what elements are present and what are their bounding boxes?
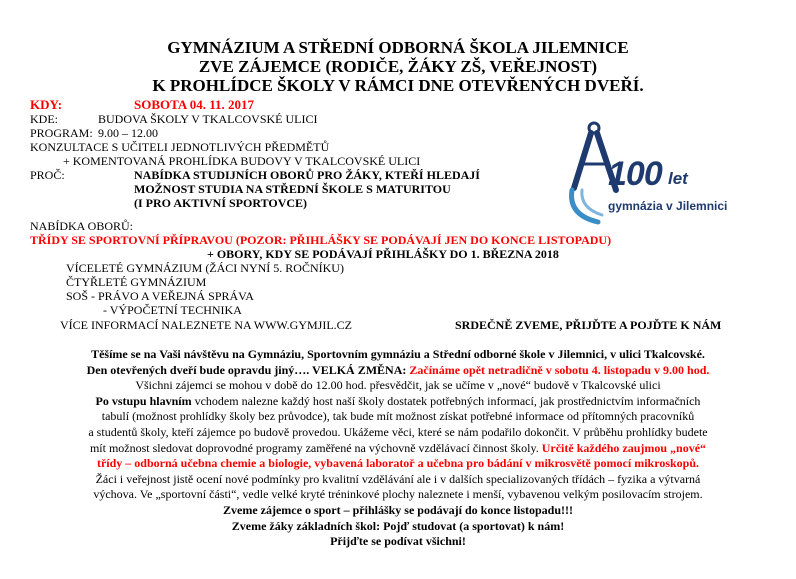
body-line-2 (20, 363, 776, 379)
body-line-4b: vchodem nalezne každý host naší školy dostatek potřebných informací, jak prostřednictvím informačních (191, 393, 701, 408)
logo-number: 100 (608, 155, 662, 193)
body-line-13: Přijďte se podívat všichni! (330, 534, 466, 549)
body-line-1: Těšíme se na Vaši návštěvu na Gymnáziu, Sportovním gymnáziu a Střední odborné škole v Jilemnici, v ulici Tkalcovské. (91, 347, 705, 361)
proc-line3: (I PRO AKTIVNÍ SPORTOVCE) (134, 196, 308, 210)
obory-line: + OBORY, KDY SE PODÁVAJÍ PŘIHLÁŠKY DO 1. BŘEZNA 2018 (207, 247, 559, 261)
program-label: PROGRAM: (30, 126, 93, 140)
body-line-8: třídy – odborná učebna chemie a biologie, vybavená laboratoř a učebna pro bádání v mikrosvětě pomocí mikroskopů. (96, 456, 700, 471)
body-line-4 (20, 394, 776, 410)
body-line-7b: Určitě každého zaujmou „nové“ (541, 440, 707, 455)
sos-vypocetni: - VÝPOČETNÍ TECHNIKA (103, 303, 242, 317)
konzultace-text: KONZULTACE S UČITELI JEDNOTLIVÝCH PŘEDMĚTŮ (30, 140, 330, 154)
ctyrlete-gymnazium: ČTYŘLETÉ GYMNÁZIUM (66, 275, 207, 289)
logo-suffix: let (668, 169, 688, 188)
program-value: 9.00 – 12.00 (98, 126, 158, 140)
header-title-line1: GYMNÁZIUM A STŘEDNÍ ODBORNÁ ŠKOLA JILEMNICE (167, 38, 629, 57)
school-100-years-logo (558, 120, 728, 230)
body-line-3: Všichni zájemci se mohou v době do 12.00 hod. přesvědčit, jak se učíme v „nové“ budově v Tkalcovské ulici (135, 378, 661, 393)
kdy-value: SOBOTA 04. 11. 2017 (134, 97, 255, 112)
sos-pravo: SOŠ - PRÁVO A VEŘEJNÁ SPRÁVA (66, 289, 254, 303)
body-line-11: Zveme zájemce o sport – přihlášky se podávají do konce listopadu!!! (223, 502, 573, 517)
body-text (20, 347, 776, 550)
body-line-2a: Den otevřených dveří bude opravdu jiný…. VELKÁ ZMĚNA: (86, 362, 410, 377)
logo-caption: gymnázia v Jilemnici (608, 199, 728, 213)
body-line-10: výchova. Ve „sportovní části“, vedle velké kryté tréninkové plochy naleznete i menší, vybavenou velkým posilovacím strojem. (93, 487, 703, 502)
vicelete-gymnazium: VÍCELETÉ GYMNÁZIUM (ŽÁCI NYNÍ 5. ROČNÍKU) (66, 261, 344, 275)
more-info-link: VÍCE INFORMACÍ NALEZNETE NA WWW.GYMJIL.CZ (60, 318, 352, 332)
komentovana-text: + KOMENTOVANÁ PROHLÍDKA BUDOVY V TKALCOVSKÉ ULICI (63, 154, 421, 168)
body-line-2b: Začínáme opět netradičně v sobotu 4. listopadu v 9.00 hod. (409, 362, 710, 377)
body-line-4a: Po vstupu hlavním (95, 393, 192, 408)
body-line-6: a studentů školy, kteří zájemce po budově provedou. Ukážeme věci, které se nám podařilo dokončit. V průběhu prohlídky budete (88, 424, 708, 439)
body-line-7 (20, 441, 776, 457)
kdy-label: KDY: (30, 97, 63, 112)
proc-label: PROČ: (30, 168, 65, 182)
proc-line2: MOŽNOST STUDIA NA STŘEDNÍ ŠKOLE S MATURITOU (134, 182, 451, 196)
proc-line1: NABÍDKA STUDIJNÍCH OBORŮ PRO ŽÁKY, KTEŘÍ HLEDAJÍ (134, 168, 480, 182)
sport-classes-line: TŘÍDY SE SPORTOVNÍ PŘÍPRAVOU (POZOR: PŘIHLÁŠKY SE PODÁVAJÍ JEN DO KONCE LISTOPADU) (30, 233, 612, 247)
body-line-5: tabulí (možnost prohlídky školy bez průvodce), tak bude mít možnost získat potřebné informace od přítomných pracovníků (101, 409, 695, 424)
body-line-7a: mít možnost sledovat doprovodné programy zaměřené na výchovně vzdělávací činnost školy. (89, 440, 542, 455)
header-title-line2: ZVE ZÁJEMCE (RODIČE, ŽÁKY ZŠ, VEŘEJNOST) (198, 57, 598, 76)
srdecne-zveme: SRDEČNĚ ZVEME, PŘIJĎTE A POJĎTE K NÁM (455, 318, 722, 332)
body-line-9: Žáci i veřejnost jistě ocení nové podmínky pro kvalitní vzdělávání ale i v dalších specializovaných třídách – fyzika a výtvarná (95, 471, 701, 486)
nabidka-label: NABÍDKA OBORŮ: (30, 219, 134, 233)
kde-label: KDE: (30, 112, 58, 126)
body-line-12: Zveme žáky základních škol: Pojď studovat (a sportovat) k nám! (231, 518, 565, 533)
kde-value: BUDOVA ŠKOLY V TKALCOVSKÉ ULICI (98, 112, 318, 126)
header-title-line3: K PROHLÍDCE ŠKOLY V RÁMCI DNE OTEVŘENÝCH DVEŘÍ. (152, 76, 644, 95)
